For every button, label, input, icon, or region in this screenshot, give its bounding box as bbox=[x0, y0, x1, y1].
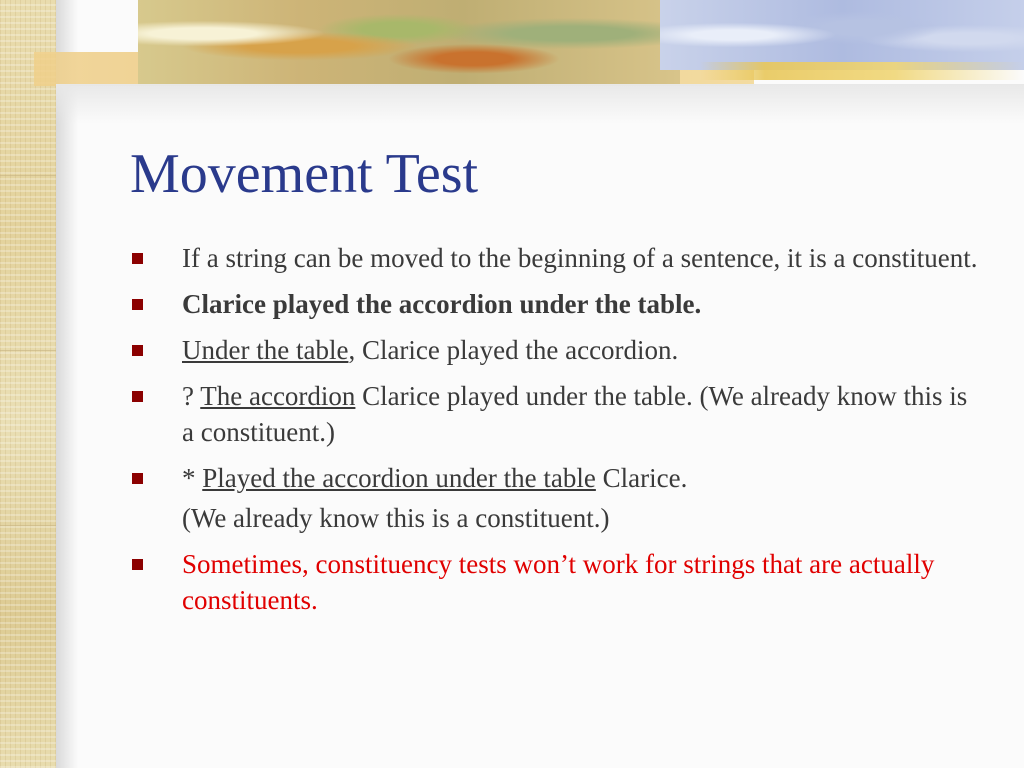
moved-constituent: Under the table bbox=[182, 335, 349, 365]
square-bullet-icon bbox=[132, 299, 143, 310]
strip-seam bbox=[0, 525, 56, 526]
square-bullet-icon bbox=[132, 391, 143, 402]
bullet-text: , Clarice played the accordion. bbox=[348, 335, 679, 365]
decorative-leaf-banner bbox=[138, 0, 680, 84]
square-bullet-icon bbox=[132, 559, 143, 570]
bullet-list bbox=[130, 240, 980, 628]
bullet-item bbox=[130, 378, 980, 450]
strip-seam bbox=[0, 175, 56, 176]
bullet-item bbox=[130, 546, 980, 618]
square-bullet-icon bbox=[132, 345, 143, 356]
banner-shadow bbox=[56, 84, 1024, 124]
bullet-item bbox=[130, 460, 980, 496]
bullet-text: If a string can be moved to the beginning of a sentence, it is a constituent. bbox=[182, 243, 978, 273]
strip-seam bbox=[0, 350, 56, 351]
bullet-text: Clarice played under the table. (We already know this is a constituent.) bbox=[182, 381, 968, 447]
example-sentence: Clarice played the accordion under the table. bbox=[182, 289, 702, 319]
decorative-left-strip bbox=[0, 0, 56, 768]
square-bullet-icon bbox=[132, 473, 143, 484]
square-bullet-icon bbox=[132, 253, 143, 264]
bullet-item bbox=[130, 332, 980, 368]
bullet-item bbox=[130, 286, 980, 322]
decorative-blue-banner bbox=[660, 0, 1024, 70]
decorative-thread bbox=[700, 62, 1024, 80]
judgment-marker: ? bbox=[182, 381, 201, 411]
judgment-marker: * bbox=[182, 463, 203, 493]
bullet-continuation: (We already know this is a constituent.) bbox=[182, 503, 610, 533]
slide-title: Movement Test bbox=[130, 143, 479, 205]
bullet-text: Clarice. bbox=[595, 463, 688, 493]
bullet-item bbox=[130, 240, 980, 276]
moved-constituent: The accordion bbox=[200, 381, 356, 411]
moved-constituent: Played the accordion under the table bbox=[202, 463, 596, 493]
bullet-text: Sometimes, constituency tests won’t work for strings that are actually constituents. bbox=[182, 549, 935, 615]
